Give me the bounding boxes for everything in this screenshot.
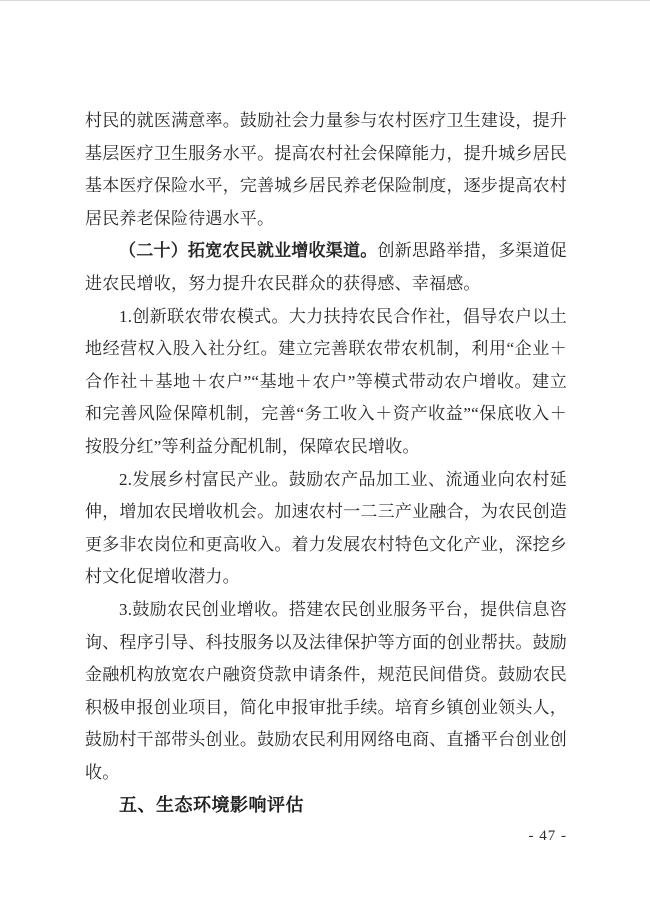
paragraph-text: 2.发展乡村富民产业。鼓励农产品加工业、流通业向农村延伸，增加农民增收机会。加速农村一二三产业融合，为农民创造更多非农岗位和更高收入。着力发展农村特色文化产业，深挖乡村文化促增收潜力。	[85, 469, 567, 587]
paragraph	[85, 105, 567, 235]
paragraph-text: 3.鼓励农民创业增收。搭建农民创业服务平台，提供信息咨询、程序引导、科技服务以及法律保护等方面的创业帮扶。鼓励金融机构放宽农户融资贷款申请条件，规范民间借贷。鼓励农民积极申报创业项目，简化申报审批手续。培育乡镇创业领头人，鼓励村干部带头创业。鼓励农民利用网络电商、直播平台创业创收。	[85, 599, 567, 782]
paragraph-text: 村民的就医满意率。鼓励社会力量参与农村医疗卫生建设，提升基层医疗卫生服务水平。提高农村社会保障能力，提升城乡居民基本医疗保险水平，完善城乡居民养老保险制度，逐步提高农村居民养老保险待遇水平。	[85, 111, 567, 228]
section-heading: 五、生态环境影响评估	[119, 795, 304, 816]
paragraph	[85, 235, 567, 300]
paragraph-list	[85, 105, 567, 789]
paragraph	[85, 301, 567, 464]
paragraph	[85, 464, 567, 594]
page-number: - 47 -	[528, 828, 567, 844]
page-top-edge	[0, 0, 650, 1]
paragraph-text: 创新思路举措，多渠道促进农民增收，努力提升农民群众的获得感、幸福感。	[85, 241, 568, 293]
document-body	[85, 105, 567, 822]
paragraph-lead-bold: （二十）拓宽农民就业增收渠道。	[119, 241, 378, 261]
paragraph-text: 1.创新联农带农模式。大力扶持农民合作社，倡导农户以土地经营权入股入社分红。建立完善联农带农机制，利用“企业＋合作社＋基地＋农户”“基地＋农户”等模式带动农户增收。建立和完善风险保障机制，完善“务工收入＋资产收益”“保底收入＋按股分红”等利益分配机制，保障农民增收。	[85, 306, 567, 456]
paragraph	[85, 594, 567, 790]
